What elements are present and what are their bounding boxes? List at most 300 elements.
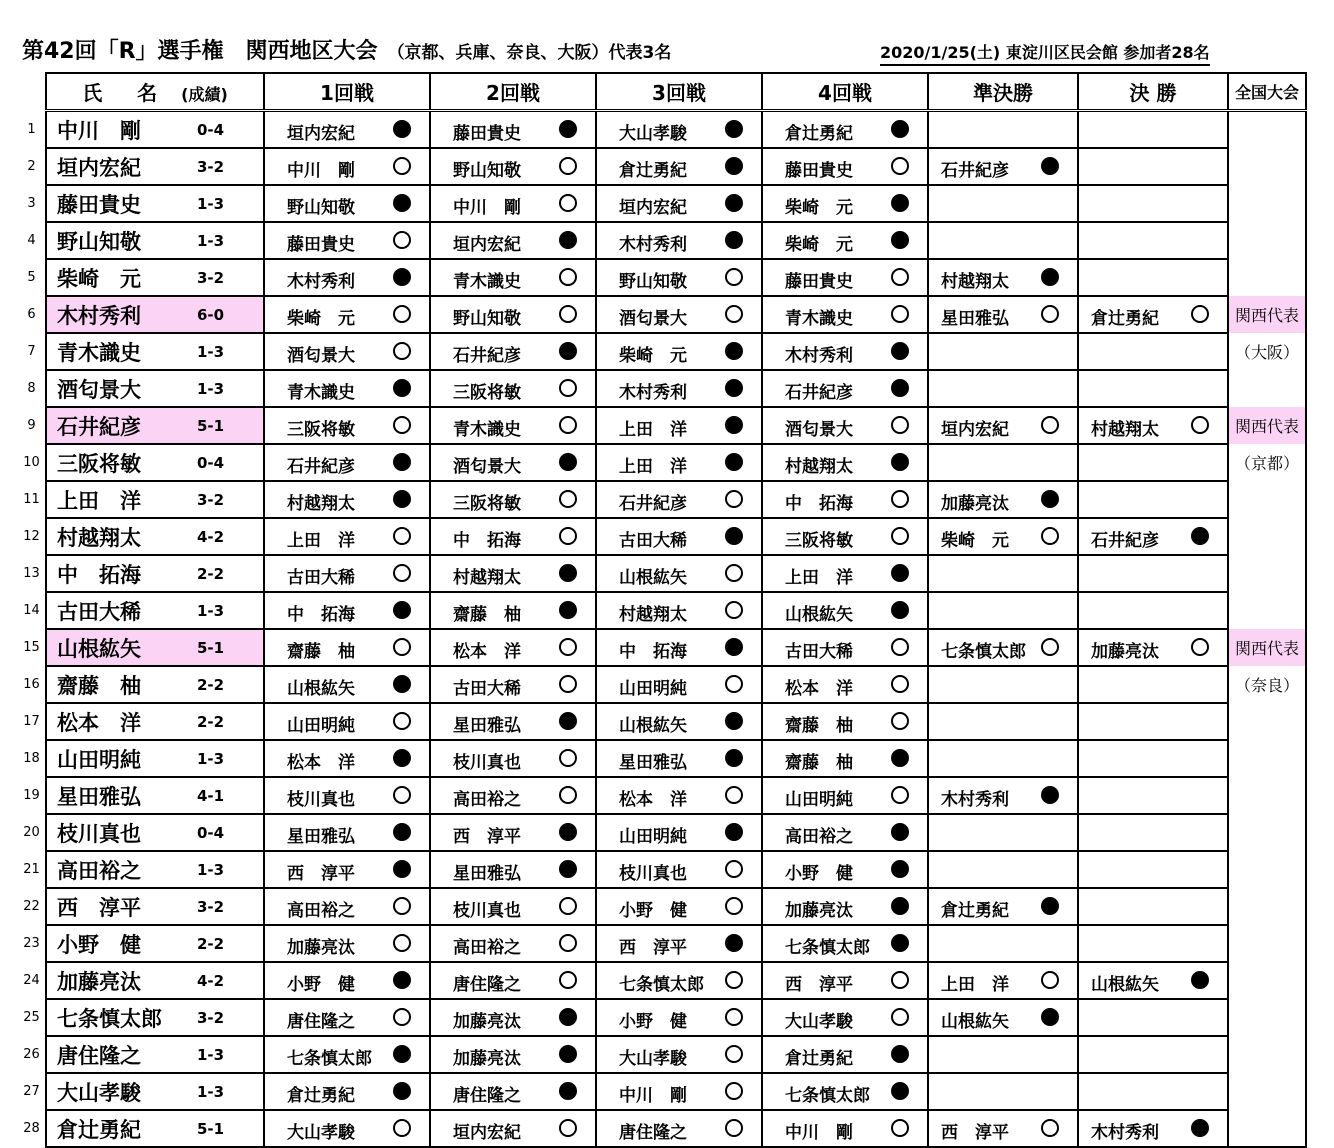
round-4-cell bbox=[762, 703, 928, 740]
table-row bbox=[18, 888, 1306, 925]
player-cell bbox=[46, 370, 264, 407]
event-info: 2020/1/25(土) 東淀川区民会館 参加者28名 bbox=[880, 40, 1210, 66]
row-number: 11 bbox=[23, 492, 40, 507]
opponent-name: 酒匂景大 bbox=[287, 346, 355, 366]
opponent-name: 中 拓海 bbox=[287, 605, 355, 625]
round-3-cell bbox=[596, 592, 762, 629]
table-row bbox=[18, 1073, 1306, 1110]
loss-circle-icon bbox=[891, 453, 909, 471]
round-2-cell bbox=[430, 703, 596, 740]
win-circle-icon bbox=[559, 157, 577, 175]
opponent-name: 倉辻勇紀 bbox=[619, 161, 687, 181]
loss-circle-icon bbox=[1041, 786, 1059, 804]
national-cell bbox=[1228, 1036, 1306, 1073]
player-record: 4-2 bbox=[197, 972, 225, 990]
loss-circle-icon bbox=[559, 342, 577, 360]
opponent-name: 山根紘矢 bbox=[619, 568, 687, 588]
win-circle-icon bbox=[559, 1119, 577, 1137]
national-cell: 関西代表 bbox=[1228, 407, 1306, 444]
player-name: 松本 洋 bbox=[57, 710, 141, 735]
opponent-name: 倉辻勇紀 bbox=[287, 1086, 355, 1106]
player-record: 3-2 bbox=[197, 491, 225, 509]
win-circle-icon bbox=[891, 971, 909, 989]
round-3-cell bbox=[596, 185, 762, 222]
opponent-name: 古田大稀 bbox=[287, 568, 355, 588]
win-circle-icon bbox=[1041, 971, 1059, 989]
loss-circle-icon bbox=[1041, 1008, 1059, 1026]
round-2-cell bbox=[430, 259, 596, 296]
loss-circle-icon bbox=[891, 564, 909, 582]
player-record: 1-3 bbox=[197, 1046, 225, 1064]
player-name: 大山孝駿 bbox=[57, 1080, 141, 1105]
opponent-name: 村越翔太 bbox=[1091, 420, 1159, 440]
round-1-cell bbox=[264, 851, 430, 888]
final-cell bbox=[1078, 777, 1228, 814]
win-circle-icon bbox=[393, 897, 411, 915]
win-circle-icon bbox=[393, 342, 411, 360]
opponent-name: 酒匂景大 bbox=[453, 457, 521, 477]
round-3-cell bbox=[596, 666, 762, 703]
national-cell bbox=[1228, 703, 1306, 740]
opponent-name: 野山知敬 bbox=[453, 309, 521, 329]
win-circle-icon bbox=[559, 638, 577, 656]
title-subtitle: （京都、兵庫、奈良、大阪）代表3名 bbox=[387, 43, 672, 63]
round-4-cell bbox=[762, 999, 928, 1036]
opponent-name: 上田 洋 bbox=[785, 568, 853, 588]
opponent-name: 加藤亮汰 bbox=[453, 1049, 521, 1069]
player-cell bbox=[46, 481, 264, 518]
round-4-cell bbox=[762, 222, 928, 259]
round-4-cell bbox=[762, 1110, 928, 1147]
win-circle-icon bbox=[393, 157, 411, 175]
opponent-name: 西 淳平 bbox=[785, 975, 853, 995]
loss-circle-icon bbox=[393, 453, 411, 471]
player-name: 星田雅弘 bbox=[57, 784, 141, 809]
round-3-cell bbox=[596, 222, 762, 259]
loss-circle-icon bbox=[725, 416, 743, 434]
win-circle-icon bbox=[891, 675, 909, 693]
opponent-name: 加藤亮汰 bbox=[453, 1012, 521, 1032]
semifinal-cell bbox=[928, 629, 1078, 666]
row-number: 13 bbox=[23, 566, 40, 581]
loss-circle-icon bbox=[559, 823, 577, 841]
opponent-name: 唐住隆之 bbox=[453, 1086, 521, 1106]
win-circle-icon bbox=[725, 490, 743, 508]
table-row bbox=[18, 555, 1306, 592]
round-2-cell bbox=[430, 444, 596, 481]
player-record: 3-2 bbox=[197, 1009, 225, 1027]
round-4-cell bbox=[762, 925, 928, 962]
header-semifinal: 準決勝 bbox=[928, 73, 1078, 111]
loss-circle-icon bbox=[725, 379, 743, 397]
player-cell bbox=[46, 777, 264, 814]
opponent-name: 大山孝駿 bbox=[619, 1049, 687, 1069]
loss-circle-icon bbox=[1191, 527, 1209, 545]
row-number: 1 bbox=[27, 121, 36, 137]
round-1-cell bbox=[264, 777, 430, 814]
final-cell bbox=[1078, 555, 1228, 592]
national-cell bbox=[1228, 370, 1306, 407]
player-name: 加藤亮汰 bbox=[57, 969, 141, 994]
opponent-name: 倉辻勇紀 bbox=[1091, 309, 1159, 329]
player-name: 藤田貴史 bbox=[57, 192, 141, 217]
loss-circle-icon bbox=[725, 453, 743, 471]
player-cell bbox=[46, 296, 264, 333]
final-cell bbox=[1078, 851, 1228, 888]
opponent-name: 柴崎 元 bbox=[785, 235, 853, 255]
header-final: 決 勝 bbox=[1078, 73, 1228, 111]
player-record: 2-2 bbox=[197, 935, 225, 953]
table-row bbox=[18, 666, 1306, 703]
final-cell bbox=[1078, 222, 1228, 259]
opponent-name: 木村秀利 bbox=[785, 346, 853, 366]
loss-circle-icon bbox=[891, 194, 909, 212]
semifinal-cell bbox=[928, 999, 1078, 1036]
player-cell bbox=[46, 851, 264, 888]
loss-circle-icon bbox=[1191, 971, 1209, 989]
player-record: 5-1 bbox=[197, 639, 225, 657]
player-record: 5-1 bbox=[197, 1120, 225, 1138]
row-number: 27 bbox=[23, 1084, 40, 1099]
row-number: 26 bbox=[23, 1047, 40, 1062]
loss-circle-icon bbox=[891, 379, 909, 397]
national-cell bbox=[1228, 185, 1306, 222]
round-3-cell bbox=[596, 333, 762, 370]
round-1-cell bbox=[264, 814, 430, 851]
loss-circle-icon bbox=[1041, 268, 1059, 286]
semifinal-cell bbox=[928, 1110, 1078, 1147]
opponent-name: 石井紀彦 bbox=[1091, 531, 1159, 551]
player-cell bbox=[46, 740, 264, 777]
row-number: 10 bbox=[23, 455, 40, 470]
loss-circle-icon bbox=[1041, 897, 1059, 915]
player-cell bbox=[46, 407, 264, 444]
win-circle-icon bbox=[393, 934, 411, 952]
win-circle-icon bbox=[393, 527, 411, 545]
player-record: 0-4 bbox=[197, 121, 225, 139]
win-circle-icon bbox=[725, 1045, 743, 1063]
results-body bbox=[18, 111, 1306, 1148]
round-3-cell bbox=[596, 1073, 762, 1110]
semifinal-cell bbox=[928, 1073, 1078, 1110]
round-3-cell bbox=[596, 925, 762, 962]
header-round-3: 3回戦 bbox=[596, 73, 762, 111]
win-circle-icon bbox=[1041, 305, 1059, 323]
opponent-name: 柴崎 元 bbox=[619, 346, 687, 366]
opponent-name: 星田雅弘 bbox=[619, 753, 687, 773]
loss-circle-icon bbox=[559, 231, 577, 249]
opponent-name: 木村秀利 bbox=[1091, 1123, 1159, 1143]
opponent-name: 山根紘矢 bbox=[619, 716, 687, 736]
row-number: 20 bbox=[23, 825, 40, 840]
opponent-name: 枝川真也 bbox=[453, 753, 521, 773]
player-cell bbox=[46, 555, 264, 592]
player-record: 1-3 bbox=[197, 232, 225, 250]
player-name: 唐住隆之 bbox=[57, 1043, 141, 1068]
round-3-cell bbox=[596, 962, 762, 999]
opponent-name: 上田 洋 bbox=[619, 420, 687, 440]
opponent-name: 野山知敬 bbox=[619, 272, 687, 292]
round-3-cell bbox=[596, 703, 762, 740]
player-name: 倉辻勇紀 bbox=[57, 1117, 141, 1142]
loss-circle-icon bbox=[393, 601, 411, 619]
player-name: 高田裕之 bbox=[57, 858, 141, 883]
win-circle-icon bbox=[891, 305, 909, 323]
loss-circle-icon bbox=[393, 971, 411, 989]
round-2-cell bbox=[430, 999, 596, 1036]
player-cell bbox=[46, 592, 264, 629]
opponent-name: 木村秀利 bbox=[287, 272, 355, 292]
round-1-cell bbox=[264, 333, 430, 370]
round-1-cell bbox=[264, 1036, 430, 1073]
opponent-name: 木村秀利 bbox=[619, 235, 687, 255]
semifinal-cell bbox=[928, 296, 1078, 333]
final-cell bbox=[1078, 999, 1228, 1036]
round-3-cell bbox=[596, 481, 762, 518]
loss-circle-icon bbox=[725, 342, 743, 360]
round-2-cell bbox=[430, 592, 596, 629]
round-4-cell bbox=[762, 185, 928, 222]
round-3-cell bbox=[596, 555, 762, 592]
opponent-name: 加藤亮汰 bbox=[941, 494, 1009, 514]
row-number: 5 bbox=[27, 270, 36, 285]
opponent-name: 青木識史 bbox=[453, 420, 521, 440]
loss-circle-icon bbox=[891, 823, 909, 841]
loss-circle-icon bbox=[725, 157, 743, 175]
player-name: 枝川真也 bbox=[57, 821, 141, 846]
round-4-cell bbox=[762, 148, 928, 185]
opponent-name: 垣内宏紀 bbox=[619, 198, 687, 218]
round-2-cell bbox=[430, 777, 596, 814]
player-cell bbox=[46, 518, 264, 555]
win-circle-icon bbox=[559, 490, 577, 508]
national-cell bbox=[1228, 962, 1306, 999]
opponent-name: 山田明純 bbox=[619, 827, 687, 847]
final-cell bbox=[1078, 185, 1228, 222]
opponent-name: 三阪将敏 bbox=[287, 420, 355, 440]
win-circle-icon bbox=[393, 786, 411, 804]
player-cell bbox=[46, 111, 264, 149]
round-4-cell bbox=[762, 370, 928, 407]
national-cell bbox=[1228, 111, 1306, 149]
final-cell bbox=[1078, 703, 1228, 740]
header-round-4: 4回戦 bbox=[762, 73, 928, 111]
round-1-cell bbox=[264, 296, 430, 333]
semifinal-cell bbox=[928, 407, 1078, 444]
round-4-cell bbox=[762, 444, 928, 481]
round-3-cell bbox=[596, 111, 762, 149]
opponent-name: 石井紀彦 bbox=[287, 457, 355, 477]
national-cell bbox=[1228, 592, 1306, 629]
row-number: 6 bbox=[27, 307, 36, 322]
semifinal-cell bbox=[928, 185, 1078, 222]
round-1-cell bbox=[264, 518, 430, 555]
opponent-name: 唐住隆之 bbox=[619, 1123, 687, 1143]
table-row bbox=[18, 444, 1306, 481]
national-cell bbox=[1228, 259, 1306, 296]
round-1-cell bbox=[264, 592, 430, 629]
opponent-name: 小野 健 bbox=[287, 975, 355, 995]
opponent-name: 七条慎太郎 bbox=[941, 642, 1026, 662]
opponent-name: 垣内宏紀 bbox=[453, 1123, 521, 1143]
opponent-name: 野山知敬 bbox=[453, 161, 521, 181]
loss-circle-icon bbox=[725, 712, 743, 730]
win-circle-icon bbox=[559, 786, 577, 804]
win-circle-icon bbox=[891, 638, 909, 656]
semifinal-cell bbox=[928, 481, 1078, 518]
loss-circle-icon bbox=[559, 120, 577, 138]
opponent-name: 大山孝駿 bbox=[287, 1123, 355, 1143]
table-row bbox=[18, 148, 1306, 185]
opponent-name: 村越翔太 bbox=[785, 457, 853, 477]
round-2-cell bbox=[430, 185, 596, 222]
player-name: 上田 洋 bbox=[57, 488, 141, 513]
final-cell bbox=[1078, 111, 1228, 149]
round-4-cell bbox=[762, 1073, 928, 1110]
opponent-name: 石井紀彦 bbox=[941, 161, 1009, 181]
player-record: 4-1 bbox=[197, 787, 225, 805]
loss-circle-icon bbox=[559, 1082, 577, 1100]
opponent-name: 唐住隆之 bbox=[287, 1012, 355, 1032]
opponent-name: 小野 健 bbox=[785, 864, 853, 884]
round-1-cell bbox=[264, 999, 430, 1036]
win-circle-icon bbox=[725, 305, 743, 323]
national-cell bbox=[1228, 740, 1306, 777]
loss-circle-icon bbox=[559, 860, 577, 878]
row-number: 14 bbox=[23, 603, 40, 618]
opponent-name: 倉辻勇紀 bbox=[785, 124, 853, 144]
table-row bbox=[18, 518, 1306, 555]
player-cell bbox=[46, 925, 264, 962]
round-3-cell bbox=[596, 370, 762, 407]
win-circle-icon bbox=[891, 490, 909, 508]
loss-circle-icon bbox=[1041, 157, 1059, 175]
win-circle-icon bbox=[725, 564, 743, 582]
round-1-cell bbox=[264, 259, 430, 296]
loss-circle-icon bbox=[393, 490, 411, 508]
opponent-name: 木村秀利 bbox=[941, 790, 1009, 810]
opponent-name: 中川 剛 bbox=[619, 1086, 687, 1106]
loss-circle-icon bbox=[725, 231, 743, 249]
round-4-cell bbox=[762, 1036, 928, 1073]
opponent-name: 星田雅弘 bbox=[453, 864, 521, 884]
round-2-cell bbox=[430, 740, 596, 777]
table-row bbox=[18, 1110, 1306, 1147]
round-2-cell bbox=[430, 296, 596, 333]
round-4-cell bbox=[762, 407, 928, 444]
loss-circle-icon bbox=[891, 749, 909, 767]
semifinal-cell bbox=[928, 148, 1078, 185]
round-4-cell bbox=[762, 629, 928, 666]
loss-circle-icon bbox=[725, 638, 743, 656]
player-record: 1-3 bbox=[197, 380, 225, 398]
header-round-2: 2回戦 bbox=[430, 73, 596, 111]
semifinal-cell bbox=[928, 925, 1078, 962]
win-circle-icon bbox=[393, 305, 411, 323]
final-cell bbox=[1078, 259, 1228, 296]
round-1-cell bbox=[264, 444, 430, 481]
opponent-name: 齋藤 柚 bbox=[453, 605, 521, 625]
win-circle-icon bbox=[891, 268, 909, 286]
round-4-cell bbox=[762, 592, 928, 629]
player-cell bbox=[46, 185, 264, 222]
opponent-name: 山根紘矢 bbox=[941, 1012, 1009, 1032]
loss-circle-icon bbox=[559, 712, 577, 730]
opponent-name: 倉辻勇紀 bbox=[941, 901, 1009, 921]
player-record: 6-0 bbox=[197, 306, 225, 324]
win-circle-icon bbox=[891, 712, 909, 730]
round-2-cell bbox=[430, 370, 596, 407]
opponent-name: 山田明純 bbox=[287, 716, 355, 736]
player-record: 5-1 bbox=[197, 417, 225, 435]
round-1-cell bbox=[264, 925, 430, 962]
opponent-name: 上田 洋 bbox=[619, 457, 687, 477]
round-2-cell bbox=[430, 518, 596, 555]
round-2-cell bbox=[430, 555, 596, 592]
round-2-cell bbox=[430, 222, 596, 259]
win-circle-icon bbox=[559, 934, 577, 952]
loss-circle-icon bbox=[891, 231, 909, 249]
opponent-name: 藤田貴史 bbox=[785, 272, 853, 292]
win-circle-icon bbox=[1041, 416, 1059, 434]
loss-circle-icon bbox=[1191, 1119, 1209, 1137]
final-cell bbox=[1078, 962, 1228, 999]
opponent-name: 松本 洋 bbox=[619, 790, 687, 810]
player-name: 酒匂景大 bbox=[57, 377, 141, 402]
row-number: 24 bbox=[23, 973, 40, 988]
win-circle-icon bbox=[1041, 638, 1059, 656]
header-round-1: 1回戦 bbox=[264, 73, 430, 111]
round-4-cell bbox=[762, 555, 928, 592]
round-4-cell bbox=[762, 518, 928, 555]
round-1-cell bbox=[264, 703, 430, 740]
round-1-cell bbox=[264, 888, 430, 925]
player-record: 1-3 bbox=[197, 343, 225, 361]
round-2-cell bbox=[430, 1073, 596, 1110]
national-cell: （京都） bbox=[1228, 444, 1306, 481]
opponent-name: 倉辻勇紀 bbox=[785, 1049, 853, 1069]
win-circle-icon bbox=[559, 194, 577, 212]
table-row bbox=[18, 259, 1306, 296]
loss-circle-icon bbox=[891, 860, 909, 878]
opponent-name: 星田雅弘 bbox=[941, 309, 1009, 329]
player-record: 2-2 bbox=[197, 565, 225, 583]
win-circle-icon bbox=[393, 1119, 411, 1137]
opponent-name: 中川 剛 bbox=[785, 1123, 853, 1143]
final-cell bbox=[1078, 666, 1228, 703]
win-circle-icon bbox=[725, 1008, 743, 1026]
round-2-cell bbox=[430, 666, 596, 703]
round-4-cell bbox=[762, 481, 928, 518]
round-1-cell bbox=[264, 666, 430, 703]
semifinal-cell bbox=[928, 740, 1078, 777]
semifinal-cell bbox=[928, 555, 1078, 592]
results-table bbox=[18, 72, 1307, 1148]
opponent-name: 七条慎太郎 bbox=[785, 1086, 870, 1106]
loss-circle-icon bbox=[891, 897, 909, 915]
win-circle-icon bbox=[725, 897, 743, 915]
win-circle-icon bbox=[725, 1119, 743, 1137]
win-circle-icon bbox=[1191, 305, 1209, 323]
player-cell bbox=[46, 1036, 264, 1073]
table-row bbox=[18, 962, 1306, 999]
opponent-name: 藤田貴史 bbox=[453, 124, 521, 144]
opponent-name: 加藤亮汰 bbox=[1091, 642, 1159, 662]
opponent-name: 古田大稀 bbox=[453, 679, 521, 699]
loss-circle-icon bbox=[393, 675, 411, 693]
player-record: 3-2 bbox=[197, 269, 225, 287]
round-4-cell bbox=[762, 740, 928, 777]
